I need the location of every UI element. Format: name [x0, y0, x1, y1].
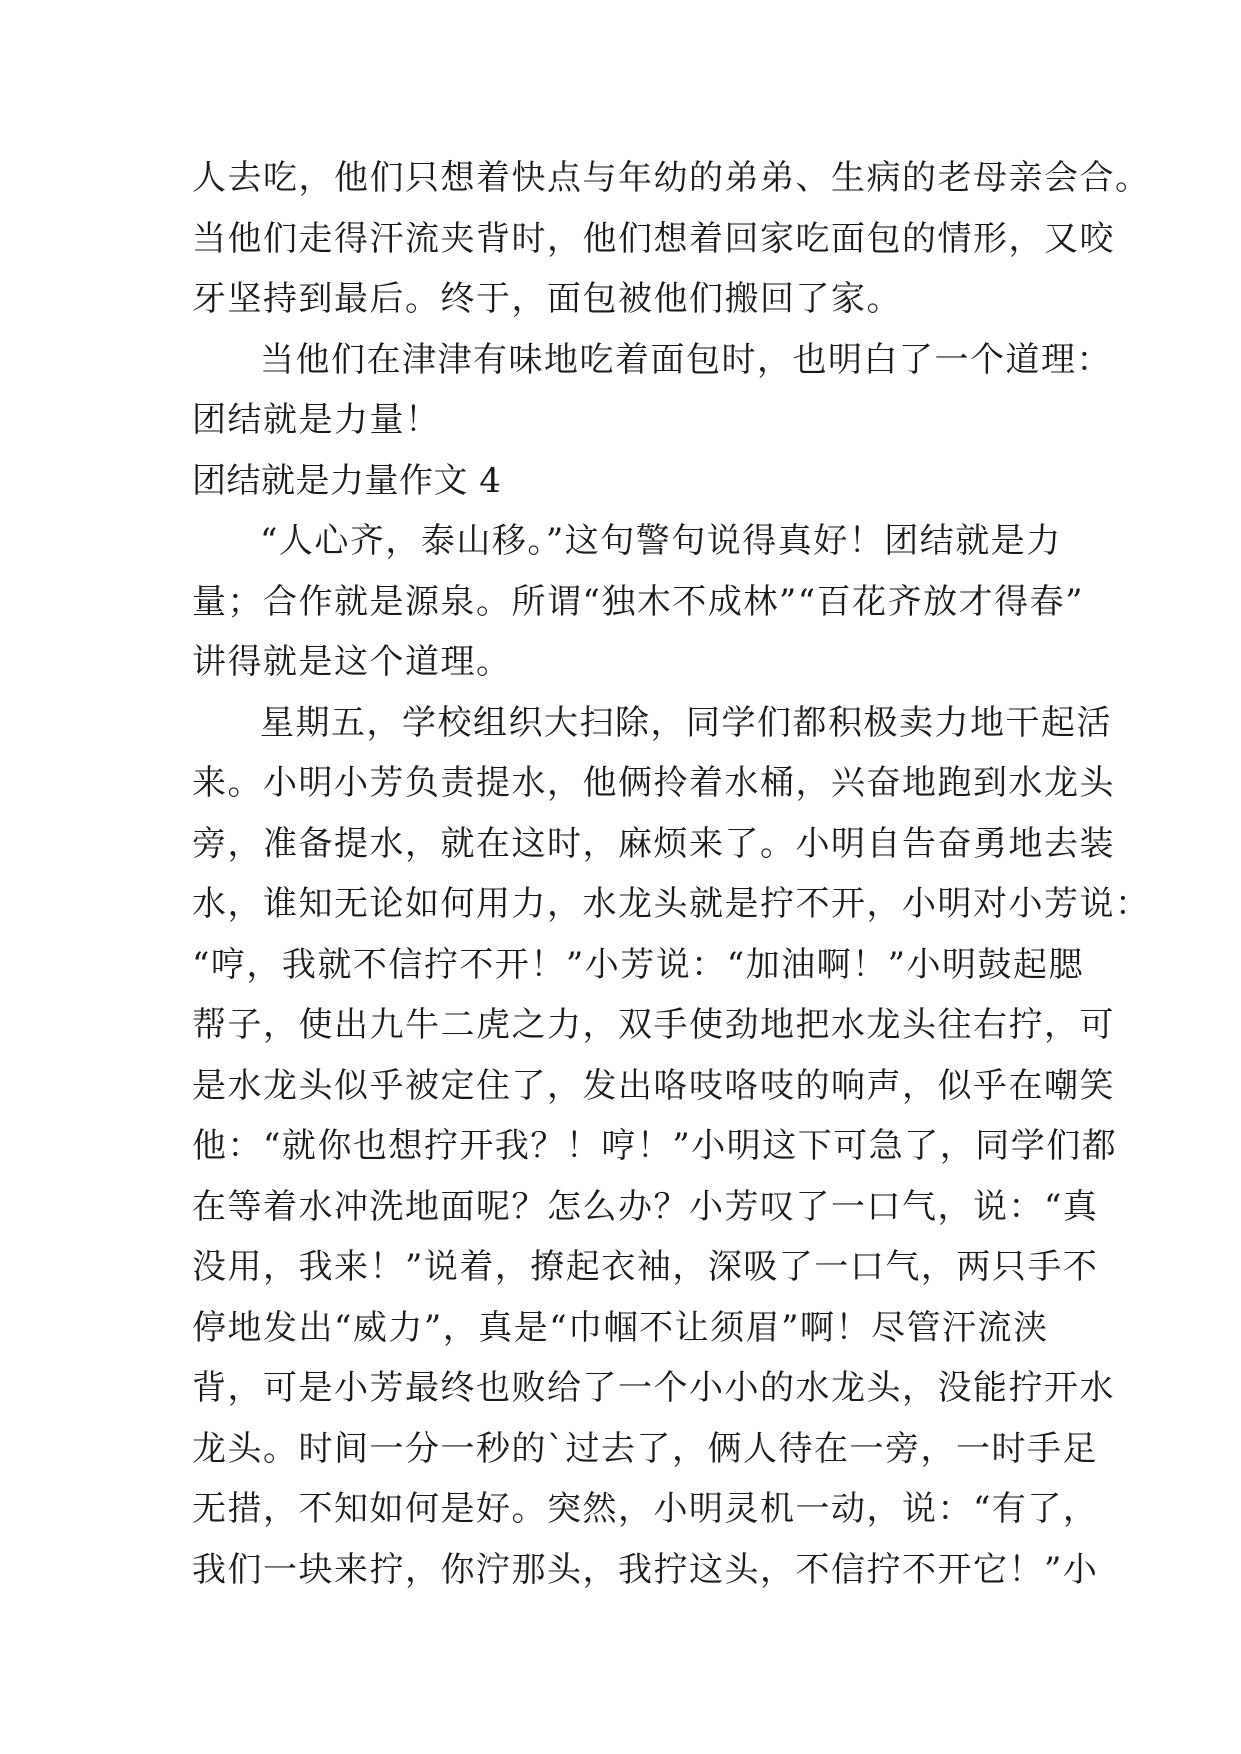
- text-line: 没用，我来！”说着，撩起衣袖，深吸了一口气，两只手不: [192, 1247, 1099, 1287]
- section-heading: 团结就是力量作文 4: [192, 460, 502, 501]
- text-line: 旁，准备提水，就在这时，麻烦来了。小明自告奋勇地去装: [192, 823, 1115, 864]
- text-line: 人去吃，他们只想着快点与年幼的弟弟、生病的老母亲会合。: [192, 158, 1151, 198]
- text-line: 他：“就你也想拧开我？！哼！”小明这下可急了，同学们都: [192, 1126, 1118, 1166]
- paragraph-start: 星期五，学校组织大扫除，同学们都积极卖力地干起活: [260, 702, 1112, 743]
- text-line: 讲得就是这个道理。: [192, 642, 512, 682]
- text-line: 水，谁知无论如何用力，水龙头就是拧不开，小明对小芳说：: [192, 884, 1151, 924]
- text-line: 帮子，使出九牛二虎之力，双手使劲地把水龙头往右拧，可: [192, 1005, 1115, 1045]
- text-line: 当他们走得汗流夹背时，他们想着回家吃面包的情形，又咬: [192, 218, 1115, 259]
- text-line: 背，可是小芳最终也败给了一个小小的水龙头，没能拧开水: [192, 1368, 1115, 1408]
- text-line: 团结就是力量！: [192, 400, 441, 440]
- text-line: “哼，我就不信拧不开！”小芳说：“加油啊！”小明鼓起腮: [192, 944, 1085, 985]
- text-line: 停地发出“威力”，真是“巾帼不让须眉”啊！尽管汗流浃: [192, 1307, 1049, 1348]
- text-line: 在等着水冲洗地面呢？怎么办？小芳叹了一口气，说：“真: [192, 1186, 1099, 1227]
- text-line: 来。小明小芳负责提水，他俩拎着水桶，兴奋地跑到水龙头: [192, 763, 1115, 803]
- text-line: 量；合作就是源泉。所谓“独木不成林”“百花齐放才得春”: [192, 581, 1085, 622]
- essay-body: [192, 148, 1151, 1600]
- text-line: 无措，不知如何是好。突然，小明灵机一动，说：“有了，: [192, 1489, 1099, 1529]
- text-line: 牙坚持到最后。终于，面包被他们搬回了家。: [192, 279, 902, 319]
- text-line: 龙头。时间一分一秒的`过去了，俩人待在一旁，一时手足: [192, 1428, 1098, 1469]
- paragraph-start: 当他们在津津有味地吃着面包时，也明白了一个道理：: [260, 339, 1112, 380]
- text-line: 是水龙头似乎被定住了，发出咯吱咯吱的响声，似乎在嘲笑: [192, 1065, 1115, 1106]
- paragraph-start: “人心齐，泰山移。”这句警句说得真好！团结就是力: [260, 521, 1062, 561]
- text-line: 我们一块来拧，你泞那头，我拧这头，不信拧不开它！”小: [192, 1549, 1099, 1590]
